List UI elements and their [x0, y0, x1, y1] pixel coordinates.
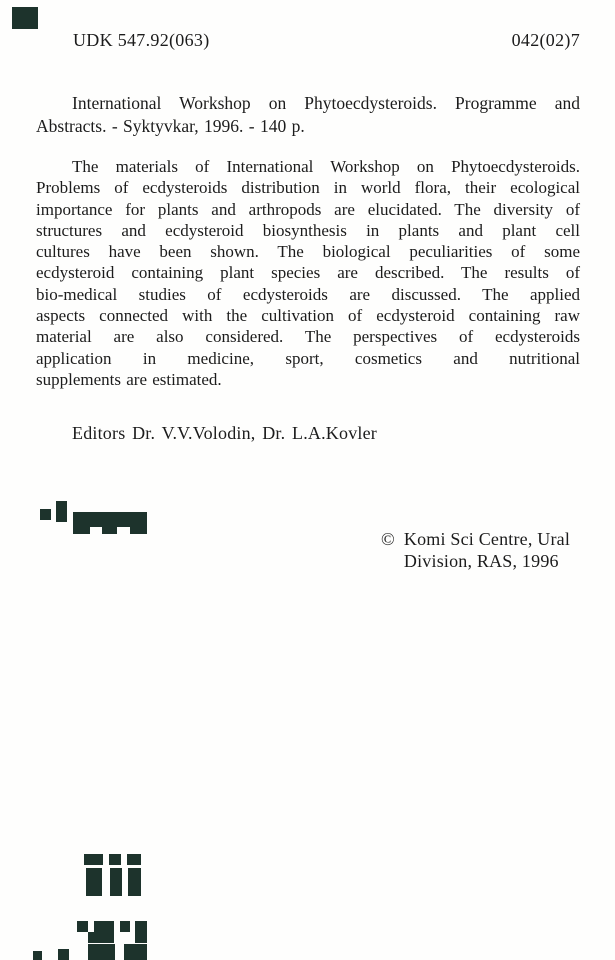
scan-artifact: [128, 868, 141, 896]
scan-artifact: [124, 944, 147, 960]
abstract-line: ecdysteroid containing plant species are described. The results of: [36, 263, 580, 283]
copyright-line: Komi Sci Centre, Ural: [403, 529, 571, 549]
abstract-line: material are also considered. The perspectives of ecdysteroids: [36, 327, 580, 347]
scan-artifact: [12, 7, 38, 29]
copyright-line: Division, RAS, 1996: [403, 551, 559, 572]
header-codes-row: [36, 30, 580, 50]
abstract-line: aspects connected with the cultivation of ecdysteroid containing raw: [36, 306, 580, 326]
scan-artifact: [56, 501, 67, 522]
citation-line: Abstracts. - Syktyvkar, 1996. - 140 p.: [36, 115, 305, 136]
copyright-block: [381, 528, 570, 573]
scan-artifact: [130, 527, 147, 534]
citation-paragraph: [36, 92, 580, 137]
scan-artifact: [127, 854, 141, 865]
scan-artifact: [109, 854, 121, 865]
scan-artifact: [40, 509, 51, 520]
abstract-line: cultures have been shown. The biological peculiarities of some: [36, 242, 580, 262]
scan-artifact: [86, 868, 102, 896]
abstract-line: supplements are estimated.: [36, 369, 222, 389]
scan-artifact: [135, 932, 147, 943]
scan-artifact: [77, 921, 88, 932]
copyright-icon: ©: [381, 529, 395, 549]
abstract-line: The materials of International Workshop on Phytoecdysteroids.: [72, 157, 580, 176]
abstract-line: importance for plants and arthropods are elucidated. The diversity of: [36, 199, 580, 219]
citation-line: International Workshop on Phytoecdysteroids. Programme and: [72, 93, 580, 113]
scan-artifact: [110, 868, 122, 896]
scan-artifact: [120, 921, 130, 932]
copyright-text: [404, 528, 570, 573]
abstract-paragraph: [36, 156, 580, 390]
abstract-line: bio-medical studies of ecdysteroids are discussed. The applied: [36, 284, 580, 304]
scan-artifact: [94, 921, 114, 932]
scan-artifact: [135, 921, 147, 932]
classification-code: 042(02)7: [511, 30, 580, 50]
editors-line: Editors Dr. V.V.Volodin, Dr. L.A.Kovler: [72, 423, 377, 443]
scan-artifact: [73, 512, 147, 527]
scan-artifact: [84, 854, 103, 865]
scan-artifact: [102, 527, 117, 534]
abstract-line: Problems of ecdysteroids distribution in world flora, their ecological: [36, 178, 580, 198]
abstract-line: structures and ecdysteroid biosynthesis in plants and plant cell: [36, 220, 580, 240]
scan-artifact: [73, 527, 90, 534]
scan-artifact: [58, 949, 69, 960]
scan-artifact: [88, 932, 114, 943]
udk-number: UDK 547.92(063): [73, 30, 210, 50]
scan-artifact: [88, 944, 115, 960]
scan-artifact: [33, 951, 42, 960]
abstract-line: application in medicine, sport, cosmetics and nutritional: [36, 348, 580, 368]
